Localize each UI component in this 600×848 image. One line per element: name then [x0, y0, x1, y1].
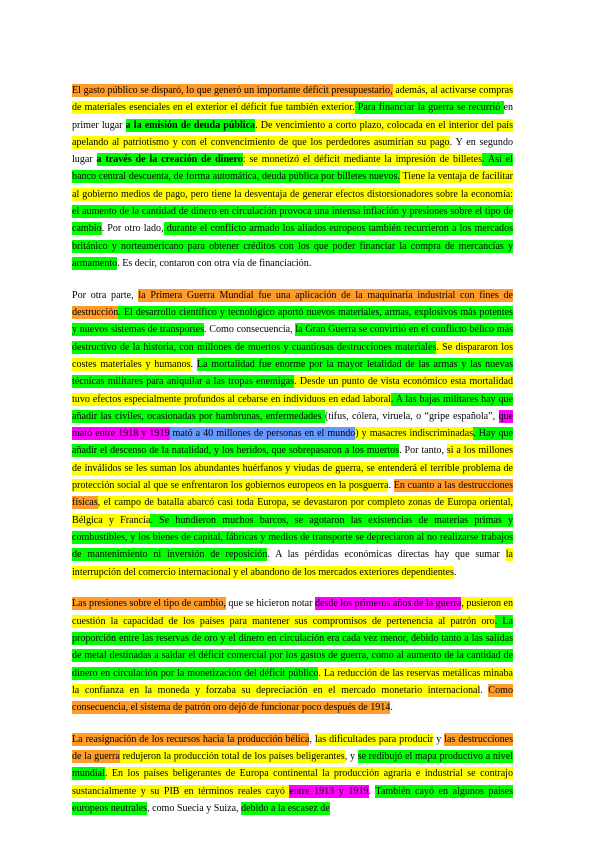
paragraph: [72, 82, 513, 272]
plain-text: .: [388, 480, 394, 492]
highlighted-text: la interrupción del comercio internacional y el abandono de los mercados exteriores dependientes: [72, 549, 513, 578]
highlighted-text: . Así el banco central descuenta, de forma automática, deuda pública por billetes nuevos.: [72, 154, 513, 183]
paragraph: [72, 595, 513, 716]
highlighted-text: redujeron la producción total de los países beligerantes: [119, 751, 345, 763]
highlighted-text: En cuanto a las destrucciones físicas: [72, 480, 513, 509]
plain-text: .: [368, 785, 376, 797]
highlighted-text: desde los primeros años de la guerra: [315, 598, 462, 610]
plain-text: . Y en segundo lugar: [72, 136, 514, 166]
highlighted-text: a través de la creación de dinero: [96, 154, 243, 166]
highlighted-text: . A las bajas militares hay que añadir las civiles, ocasionadas por hambrunas, enfermedades: [72, 393, 514, 422]
highlighted-text: Tiene la ventaja de facilitar al gobierno medios de pago, pero tiene la desventaja de generar efectos distorsionadores sobre la economía:: [72, 171, 513, 200]
plain-text: que se hicieron notar: [225, 598, 315, 610]
plain-text: .: [480, 684, 489, 696]
plain-text: , como Suecia y Suiza,: [147, 803, 242, 815]
plain-text: .: [453, 566, 457, 578]
highlighted-text: . En los países beligerantes de Europa continental la producción agraria e industrial se contrajo sustancialmente y su PIB en términos reales cayó: [72, 768, 513, 797]
highlighted-text: El gasto público se disparó, lo que generó un importante déficit presupuestario,: [72, 85, 393, 96]
plain-text: en primer lugar: [72, 102, 513, 131]
paragraph: [72, 287, 513, 581]
plain-text: , y: [344, 751, 358, 763]
highlighted-text: la Primera Guerra Mundial fue una aplicación de la maquinaria industrial con fines de destrucción: [72, 289, 513, 319]
highlighted-text: Como consecuencia, el sistema de patrón oro dejó de funcionar poco después de 1914: [72, 684, 513, 714]
highlighted-text: ) y masacres indiscriminadas: [355, 428, 474, 440]
highlighted-text: , el campo de batalla abarcó casi toda Europa, se devastaron por completo zonas de Europa oriental, Bélgica y Francia: [72, 497, 513, 526]
plain-text: (tifus, cólera, viruela, o “gripe española”: [324, 410, 493, 422]
plain-text: . Por tanto,: [399, 445, 447, 457]
highlighted-text: La reasignación de los recursos hacia la producción bélica: [72, 733, 310, 745]
highlighted-text: , pusieron en cuestión la capacidad de los países para mantener sus compromisos de pertenencia al patrón oro: [72, 598, 514, 627]
plain-text: .: [390, 702, 393, 714]
highlighted-text: . Se hundieron muchos barcos, se agotaron las existencias de materias primas y combustibles, y los bienes de capital, fábricas y medios de transporte se depreciaron al no realizarse trabajos de mantenimiento ni inversión de reposición: [72, 514, 514, 561]
highlighted-text: si a los millones de inválidos se les suman los abundantes huérfanos y viudas de guerra, se entenderá el terrible problema de protección social al que se enfrentaron los gobiernos europeos en la posguerra: [72, 445, 513, 492]
highlighted-text: . Se dispararon los costes materiales y humanos: [72, 341, 513, 370]
highlighted-text: . La proporción entre las reservas de oro y el dinero en circulación era cada vez menor, debido tanto a las salidas de metal destinadas a saldar el déficit comercial por los gastos de guerra, como al aumento de la cantidad de dinero en circulación por la monetización del déficit público: [72, 615, 513, 679]
plain-text: . Por otro lado,: [101, 223, 164, 235]
plain-text: .: [190, 358, 197, 370]
highlighted-text: . El desarrollo científico y tecnológico aportó nuevos materiales, armas, explosivos más potentes y nuevos sistemas de transportes: [72, 307, 513, 336]
highlighted-text: Las presiones sobre el tipo de cambio,: [72, 598, 226, 610]
highlighted-text: el aumento de la cantidad de dinero en circulación provoca una intensa inflación y presiones sobre el tipo de cambio: [72, 206, 513, 235]
highlighted-text: la Gran Guerra se convirtió en el conflicto bélico más destructivo de la historia, con millones de muertos y cuantiosas destrucciones materiales: [72, 324, 513, 353]
plain-text: ,: [309, 733, 315, 745]
highlighted-text: entre 1913 y 1919: [289, 785, 369, 797]
highlighted-text: se redibujó el mapa productivo a nivel mundial: [72, 751, 513, 780]
plain-text: Por otra parte,: [72, 289, 139, 301]
highlighted-text: Para financiar la guerra se recurrió: [354, 102, 504, 114]
plain-text: . Es decir, contaron con otra vía de financiación.: [117, 257, 312, 269]
highlighted-text: También cayó en algunos países europeos neutrales: [72, 785, 514, 815]
plain-text: ,: [492, 410, 499, 422]
plain-text: . Como consecuencia,: [204, 324, 296, 336]
plain-text: y: [433, 733, 445, 745]
highlighted-text: a la emisión de deuda pública: [125, 119, 256, 131]
highlighted-text: que mató entre 1918 y 1919: [72, 410, 514, 440]
highlighted-text: . Hay que añadir el descenso de la natalidad, y los heridos, que sobrepasaron a los muertos: [72, 428, 514, 457]
document-body: [72, 82, 513, 817]
highlighted-text: las destrucciones de la guerra: [72, 733, 513, 763]
highlighted-text: durante el conflicto armado los aliados europeos también recurrieron a los mercados británico y norteamericano para obtener créditos con los que poder financiar la compra de mercancías y armamento: [72, 223, 514, 269]
highlighted-text: La mortalidad fue enorme por la mayor letalidad de las armas y las nuevas técnicas militares para aniquilar a las tropas enemigas: [72, 358, 514, 388]
paragraph: [72, 731, 513, 817]
highlighted-text: las dificultades para producir: [314, 733, 434, 745]
plain-text: . A las pérdidas económicas directas hay que sumar: [267, 549, 506, 561]
highlighted-text: . La reducción de las reservas metálicas minaba la confianza en la moneda y forzaba su depreciación en el mercado monetario internacional: [72, 667, 513, 696]
highlighted-text: : se monetizó el déficit mediante la impresión de billetes: [242, 154, 483, 166]
highlighted-text: debido a la escasez de: [241, 803, 330, 815]
highlighted-text: . Desde un punto de vista económico esta mortalidad tuvo efectos especialmente profundos al cebarse en individuos en edad laboral: [72, 376, 514, 405]
highlighted-text: además, al activarse compras de materiales esenciales en el exterior el déficit fue también exterior.: [72, 85, 513, 114]
highlighted-text: mató a 40 millones de personas en el mundo: [169, 428, 356, 440]
highlighted-text: . De vencimiento a corto plazo, colocada en el interior del país apelando al patriotismo y con el convencimiento de que los perdedores asumirían su pago: [72, 119, 513, 148]
